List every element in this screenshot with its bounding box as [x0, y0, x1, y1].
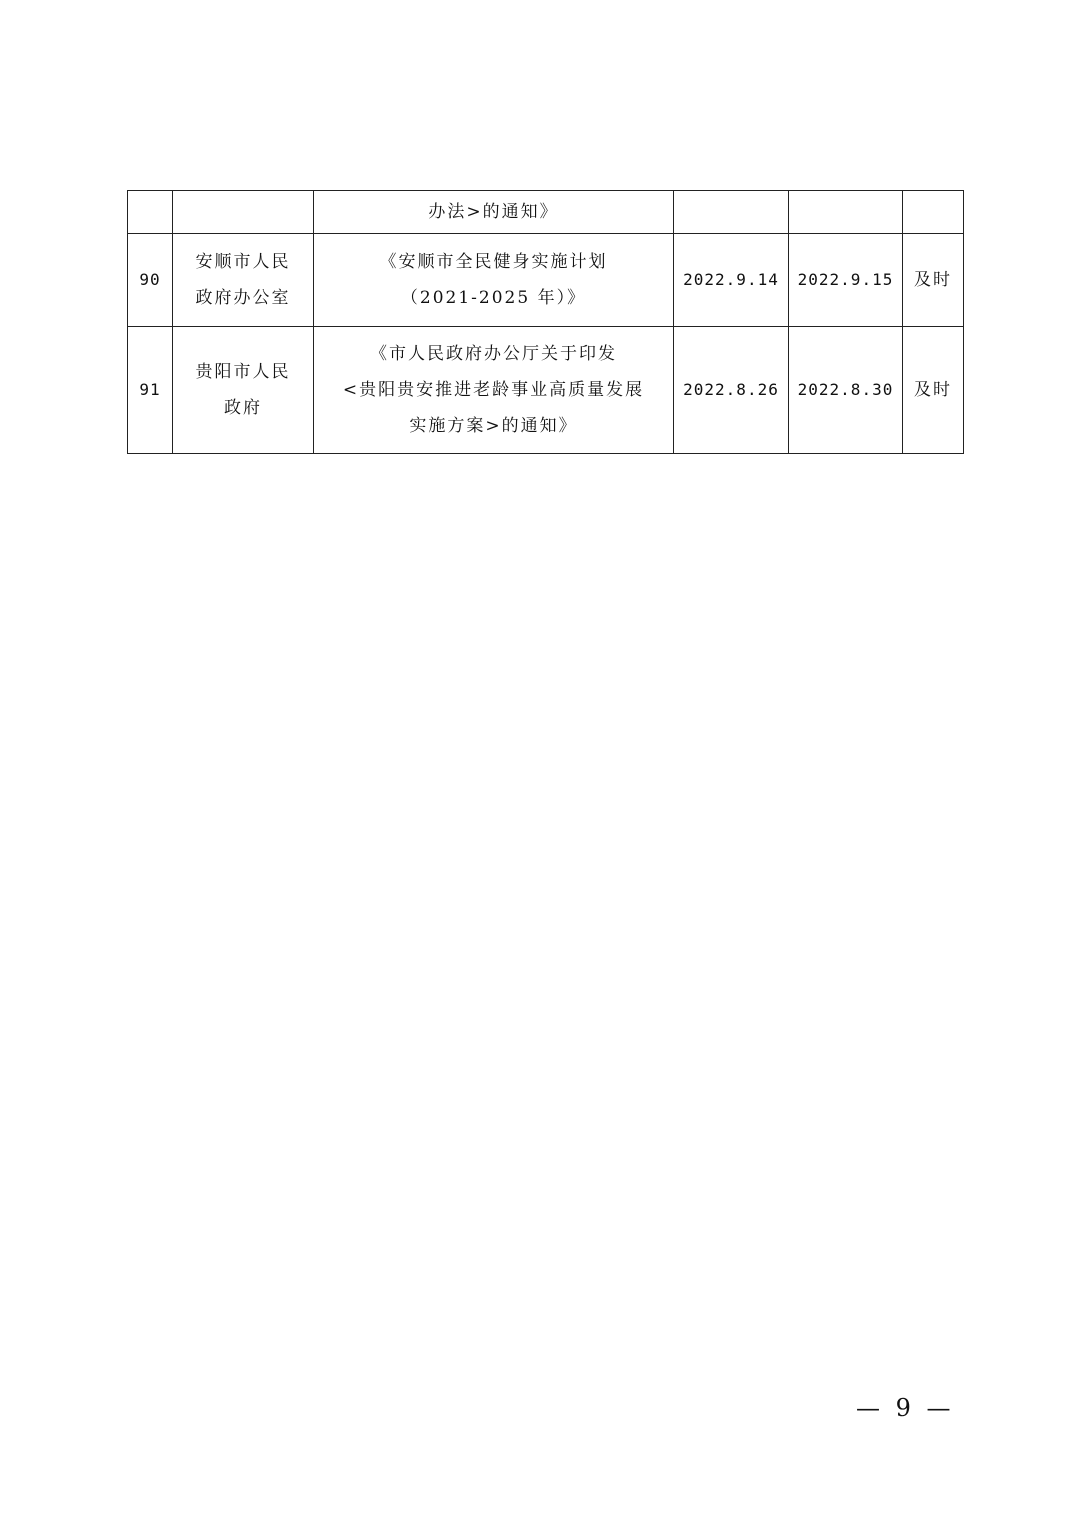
- document-title-line: 办法>的通知》: [428, 202, 559, 222]
- row-index: [128, 191, 173, 234]
- document-title-line: （2021-2025 年）》: [400, 288, 587, 308]
- publish-date: [789, 191, 903, 234]
- issue-date: [674, 191, 789, 234]
- document-table-container: [127, 190, 963, 454]
- document-title-cell: [314, 327, 674, 454]
- document-title-cell: [314, 191, 674, 234]
- status-cell: [903, 191, 964, 234]
- document-title-line: <贵阳贵安推进老龄事业高质量发展: [342, 380, 645, 400]
- table-row: [128, 327, 964, 454]
- department-line: 贵阳市人民: [195, 362, 291, 382]
- department-cell: [173, 191, 314, 234]
- department-cell: [173, 234, 314, 327]
- page-number: — 9 —: [856, 1394, 955, 1422]
- publish-date: 2022.9.15: [789, 234, 903, 327]
- row-index: 91: [128, 327, 173, 454]
- department-line: 政府办公室: [195, 288, 291, 308]
- row-index: 90: [128, 234, 173, 327]
- issue-date: 2022.9.14: [674, 234, 789, 327]
- issue-date: 2022.8.26: [674, 327, 789, 454]
- table-row: [128, 234, 964, 327]
- status-cell: 及时: [903, 234, 964, 327]
- department-cell: [173, 327, 314, 454]
- department-line: 政府: [224, 398, 262, 418]
- document-title-line: 《市人民政府办公厅关于印发: [370, 344, 617, 364]
- document-title-line: 实施方案>的通知》: [409, 416, 578, 436]
- document-table: [127, 190, 964, 454]
- document-title-line: 《安顺市全民健身实施计划: [379, 252, 608, 272]
- table-row: [128, 191, 964, 234]
- document-title-cell: [314, 234, 674, 327]
- publish-date: 2022.8.30: [789, 327, 903, 454]
- status-cell: 及时: [903, 327, 964, 454]
- department-line: 安顺市人民: [195, 252, 291, 272]
